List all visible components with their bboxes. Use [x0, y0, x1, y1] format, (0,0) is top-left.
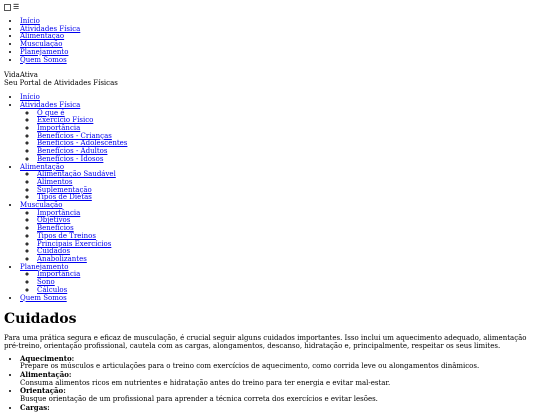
top-nav-item — [20, 33, 540, 41]
submenu-link[interactable]: Importância — [37, 208, 81, 217]
submenu-link[interactable]: Cálculos — [37, 285, 68, 294]
top-nav-item — [20, 49, 540, 57]
submenu-link[interactable]: O que é — [37, 108, 65, 117]
submenu-item — [37, 256, 540, 264]
submenu-link[interactable]: Tipos de Dietas — [37, 193, 92, 202]
nav-link-quem-somos[interactable]: Quem Somos — [20, 293, 67, 302]
submenu-item — [37, 271, 540, 279]
submenu-item — [37, 287, 540, 295]
submenu-item — [37, 217, 540, 225]
submenu-item — [37, 194, 540, 202]
list-item-title: Cargas: — [20, 402, 50, 412]
top-nav-item — [20, 26, 540, 34]
top-nav-item — [20, 18, 540, 26]
submenu-link[interactable]: Alimentos — [37, 177, 73, 186]
list-item-text: Consuma alimentos ricos em nutrientes e hidratação antes do treino para ter energia e evitar mal-estar. — [20, 378, 391, 387]
submenu-link[interactable]: Anabolizantes — [37, 254, 87, 263]
submenu-link[interactable]: Importância — [37, 124, 81, 133]
submenu-item — [37, 248, 540, 256]
submenu-item — [37, 210, 540, 218]
page-title: Cuidados — [4, 311, 77, 328]
submenu-link[interactable]: Sono — [37, 278, 55, 287]
brand-name: VidaAtiva — [4, 71, 38, 80]
top-nav-item — [20, 41, 540, 49]
care-list — [4, 355, 540, 413]
nav-item — [20, 94, 540, 102]
submenu-link[interactable]: Suplementação — [37, 185, 92, 194]
submenu-item — [37, 125, 540, 133]
top-nav-link-inicio[interactable]: Início — [20, 17, 40, 25]
submenu-alimentacao — [20, 171, 540, 202]
nav-link-alimentacao[interactable]: Alimentação — [20, 162, 65, 171]
brand-tagline: Seu Portal de Atividades Físicas — [4, 79, 118, 88]
menu-toggle[interactable] — [4, 3, 540, 12]
nav-link-musculacao[interactable]: Musculação — [20, 201, 63, 210]
nav-item — [20, 264, 540, 295]
submenu-item — [37, 233, 540, 241]
submenu-link[interactable]: Importância — [37, 270, 81, 279]
submenu-link[interactable]: Benefícios - Adultos — [37, 147, 108, 156]
submenu-item — [37, 179, 540, 187]
hamburger-icon[interactable]: ☰ — [13, 3, 20, 11]
main-nav — [4, 94, 540, 302]
menu-checkbox[interactable] — [4, 4, 11, 11]
submenu-link[interactable]: Benefícios - Adolescentes — [37, 139, 128, 148]
submenu-link[interactable]: Objetivos — [37, 216, 71, 225]
submenu-link[interactable]: Cuidados — [37, 247, 71, 256]
top-nav — [4, 18, 540, 64]
list-item-title: Aquecimento: — [20, 353, 75, 363]
list-item — [20, 404, 540, 413]
submenu-item — [37, 241, 540, 249]
top-nav-link-alimentacao[interactable]: Alimentação — [20, 32, 65, 41]
list-item-title: Alimentação: — [20, 370, 72, 380]
nav-link-planejamento[interactable]: Planejamento — [20, 262, 69, 271]
submenu-atividades — [20, 110, 540, 164]
submenu-link[interactable]: Benefícios - Idosos — [37, 154, 104, 163]
list-item-title: Orientação: — [20, 386, 66, 396]
nav-link-inicio[interactable]: Início — [20, 93, 40, 102]
top-nav-link-planejamento[interactable]: Planejamento — [20, 47, 69, 56]
nav-item — [20, 295, 540, 303]
submenu-musculacao — [20, 210, 540, 264]
submenu-link[interactable]: Alimentação Saudável — [37, 170, 116, 179]
submenu-item — [37, 225, 540, 233]
top-nav-link-musculacao[interactable]: Musculação — [20, 40, 63, 49]
submenu-link[interactable]: Tipos de Treinos — [37, 231, 96, 240]
submenu-item — [37, 110, 540, 118]
top-nav-link-quem-somos[interactable]: Quem Somos — [20, 55, 67, 64]
submenu-item — [37, 187, 540, 195]
submenu-item — [37, 279, 540, 287]
top-nav-link-atividades[interactable]: Atividades Física — [20, 24, 81, 33]
list-item — [20, 371, 540, 387]
list-item — [20, 355, 540, 371]
submenu-link[interactable]: Benefícios - Crianças — [37, 131, 112, 140]
submenu-planejamento — [20, 271, 540, 294]
list-item — [20, 387, 540, 403]
submenu-link[interactable]: Exercício Físico — [37, 116, 94, 125]
brand — [4, 72, 540, 88]
submenu-item — [37, 156, 540, 164]
nav-item — [20, 164, 540, 203]
submenu-link[interactable]: Principais Exercícios — [37, 239, 112, 248]
list-item-text: Prepare os músculos e articulações para o treino com exercícios de aquecimento, como corrida leve ou alongamentos dinâmicos. — [20, 362, 480, 371]
nav-item — [20, 102, 540, 164]
list-item-text: Busque orientação de um profissional para aprender a técnica correta dos exercícios e evitar lesões. — [20, 395, 378, 404]
submenu-link[interactable]: Benefícios — [37, 224, 74, 233]
nav-item — [20, 202, 540, 264]
submenu-item — [37, 117, 540, 125]
submenu-item — [37, 140, 540, 148]
intro-paragraph: Para uma prática segura e eficaz de musculação, é crucial seguir alguns cuidados importantes. Isso inclui um aquecimento adequado, alimentação pré-treino, orientação profissional, cautela com as cargas, alongamentos, descanso, hidratação e, principalmente, respeitar os seus limites. — [4, 334, 527, 350]
top-nav-item — [20, 57, 540, 65]
submenu-item — [37, 171, 540, 179]
submenu-item — [37, 148, 540, 156]
nav-link-atividades[interactable]: Atividades Física — [20, 100, 81, 109]
